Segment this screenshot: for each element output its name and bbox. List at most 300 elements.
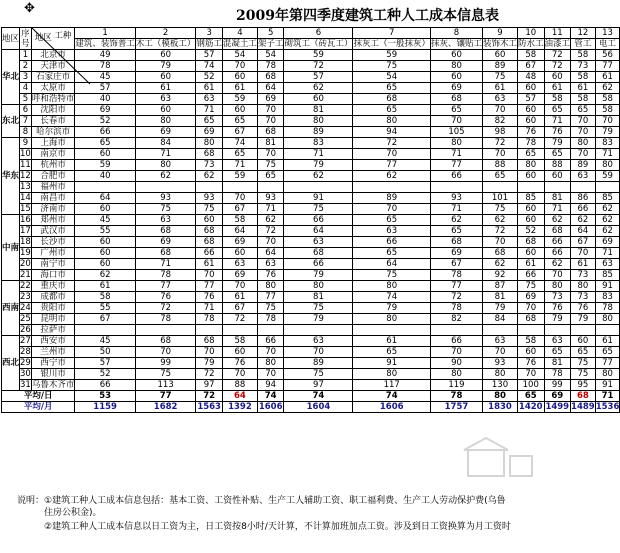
wage-cell: 80: [284, 281, 353, 292]
wage-cell: 52: [196, 72, 223, 83]
avg-month-row-value: 1420: [518, 402, 543, 412]
wage-cell: 70: [257, 347, 284, 358]
wage-cell: [135, 325, 196, 336]
city-name: 杭州市: [31, 160, 75, 171]
row-number: 23: [20, 292, 31, 302]
wage-cell: 62: [482, 215, 517, 226]
wage-cell: 78: [135, 314, 196, 325]
wage-cell: 75: [257, 160, 284, 171]
wage-cell: 76: [222, 358, 257, 369]
header-trade-row: [2, 39, 620, 50]
row-number: 19: [20, 248, 31, 258]
wage-cell: 61: [75, 281, 136, 292]
wage-cell: 90: [430, 358, 482, 369]
wage-cell: 85: [595, 193, 620, 204]
wage-cell: 70: [571, 116, 596, 127]
table-row: [2, 105, 620, 116]
wage-cell: 69: [135, 127, 196, 138]
wage-cell: 80: [353, 369, 431, 380]
wage-cell: [222, 325, 257, 336]
wage-cell: 61: [571, 83, 596, 94]
wage-cell: 63: [571, 171, 596, 182]
wage-cell: 61: [544, 83, 571, 94]
wage-cell: [257, 182, 284, 193]
row-number: 31: [20, 380, 31, 390]
wage-cell: 74: [196, 61, 223, 72]
wage-cell: 58: [595, 105, 620, 116]
wage-cell: [196, 325, 223, 336]
wage-cell: 68: [430, 237, 482, 248]
wage-cell: 58: [571, 50, 596, 61]
wage-cell: 68: [196, 336, 223, 347]
wage-cell: 64: [75, 193, 136, 204]
wage-cell: 79: [284, 160, 353, 171]
wage-cell: 70: [571, 248, 596, 259]
wage-cell: 60: [75, 259, 136, 270]
wage-cell: 70: [430, 116, 482, 127]
wage-cell: 63: [135, 94, 196, 105]
row-number: 6: [20, 105, 32, 116]
wage-cell: 69: [257, 94, 284, 105]
wage-cell: 70: [571, 127, 596, 138]
wage-cell: 92: [482, 270, 517, 281]
wage-cell: 85: [518, 193, 545, 204]
wage-cell: 70: [196, 270, 223, 281]
table-move-cross-icon[interactable]: ✥: [24, 1, 35, 16]
wage-cell: 58: [518, 336, 545, 347]
avg-day-row-value: 74: [257, 391, 284, 402]
wage-cell: 117: [353, 380, 431, 391]
wage-cell: 66: [284, 259, 353, 270]
wage-cell: 71: [430, 204, 482, 215]
row-number: 24: [20, 303, 31, 313]
wage-cell: 80: [135, 116, 196, 127]
wage-cell: 57: [75, 83, 136, 94]
wage-cell: 62: [544, 215, 571, 226]
wage-cell: 94: [353, 127, 431, 138]
wage-cell: 79: [284, 314, 353, 325]
wage-cell: 55: [75, 303, 136, 314]
wage-cell: 76: [518, 358, 545, 369]
header-number-7: 7: [353, 28, 431, 39]
wage-cell: 75: [482, 72, 517, 83]
wage-cell: 78: [196, 314, 223, 325]
table-row: [2, 83, 620, 94]
wage-cell: 62: [595, 226, 620, 237]
wage-cell: 63: [257, 259, 284, 270]
wage-cell: 82: [430, 314, 482, 325]
wage-cell: 65: [196, 116, 223, 127]
wage-cell: 88: [544, 160, 571, 171]
wage-cell: 69: [75, 105, 136, 116]
wage-cell: 81: [544, 358, 571, 369]
note-line-1: 说明：①建筑工种人工成本信息包括：基本工资、工资性补贴、生产工人辅助工资、职工福利费、生产工人劳动保护费(乌鲁: [17, 496, 506, 506]
avg-month-row-value: 1604: [284, 402, 353, 413]
wage-cell: 70: [482, 105, 517, 116]
wage-cell: 52: [75, 369, 136, 380]
wage-cell: 70: [222, 193, 257, 204]
wage-cell: 81: [284, 292, 353, 303]
wage-cell: 73: [571, 61, 596, 72]
wage-cell: 75: [135, 369, 196, 380]
wage-cell: 59: [222, 171, 257, 182]
wage-cell: 61: [196, 83, 223, 94]
wage-cell: 57: [284, 72, 353, 83]
row-number: 18: [20, 237, 31, 247]
avg-day-row-value: 77: [135, 391, 196, 402]
row-number: 3: [20, 72, 32, 83]
wage-cell: 65: [430, 105, 482, 116]
wage-cell: 69: [196, 127, 223, 138]
wage-cell: 70: [257, 369, 284, 380]
wage-cell: 99: [135, 358, 196, 369]
wage-cell: 62: [544, 259, 571, 270]
wage-cell: 72: [257, 226, 284, 237]
wage-cell: 69: [595, 237, 620, 248]
wage-cell: 80: [196, 138, 223, 149]
wage-cell: 91: [595, 281, 620, 292]
wage-cell: 64: [257, 248, 284, 259]
wage-cell: 80: [518, 160, 545, 171]
avg-day-row-value: 71: [595, 391, 620, 402]
wage-cell: 83: [595, 292, 620, 303]
wage-cell: [544, 325, 571, 336]
wage-cell: 57: [196, 50, 223, 61]
wage-cell: 79: [284, 270, 353, 281]
wage-cell: 65: [222, 149, 257, 160]
wage-cell: 70: [257, 116, 284, 127]
wage-cell: 70: [482, 237, 517, 248]
city-name: 北京市: [31, 50, 75, 61]
wage-cell: 76: [257, 270, 284, 281]
header-number-1: 1: [75, 28, 136, 39]
city-name: 贵阳市: [31, 303, 75, 314]
wage-cell: 58: [222, 215, 257, 226]
wage-cell: 119: [430, 380, 482, 391]
wage-cell: 93: [482, 358, 517, 369]
wage-cell: 80: [257, 281, 284, 292]
wage-cell: 54: [353, 72, 431, 83]
wage-cell: 71: [430, 149, 482, 160]
row-number: 20: [20, 259, 31, 269]
wage-cell: 62: [482, 259, 517, 270]
wage-cell: 63: [135, 215, 196, 226]
row-number: 26: [20, 325, 31, 335]
wage-cell: 62: [284, 171, 353, 182]
table-row: [2, 160, 620, 171]
header-diagonal-cell: [31, 28, 75, 50]
header-number-9: 9: [482, 28, 517, 39]
wage-cell: 68: [544, 226, 571, 237]
wage-cell: 83: [595, 138, 620, 149]
avg-month-row-value: 1606: [353, 402, 431, 413]
wage-cell: 81: [482, 292, 517, 303]
row-number: 21: [20, 270, 31, 280]
table-row: [2, 380, 620, 391]
wage-cell: 63: [284, 237, 353, 248]
wage-cell: 87: [482, 281, 517, 292]
header-trade-9: 装饰木工: [482, 39, 517, 49]
city-name: 拉萨市: [31, 325, 75, 336]
wage-cell: 80: [353, 314, 431, 325]
wage-cell: 58: [75, 292, 136, 303]
header-trade-6: 砌筑工（砖瓦工）: [284, 39, 353, 49]
wage-cell: 45: [75, 72, 136, 83]
wage-cell: 60: [75, 149, 136, 160]
wage-cell: 68: [135, 248, 196, 259]
wage-cell: 60: [430, 50, 482, 61]
note-line-2: 住房公积金)。: [44, 508, 102, 518]
wage-cell: 81: [257, 138, 284, 149]
wage-cell: 80: [353, 281, 431, 292]
wage-cell: 49: [75, 50, 136, 61]
wage-cell: 93: [257, 193, 284, 204]
note-line-3: ②建筑工种人工成本信息以日工资为主，日工资按8小时/天计算，不计算加班加点工资。涉及到日工资换算为月工资时: [44, 522, 511, 532]
wage-cell: 80: [257, 358, 284, 369]
table-row: [2, 303, 620, 314]
wage-cell: 73: [571, 292, 596, 303]
avg-day-row-value: 74: [353, 391, 431, 402]
wage-cell: 77: [135, 281, 196, 292]
table-row: [2, 61, 620, 72]
row-number: 29: [20, 358, 31, 368]
wage-cell: 70: [222, 369, 257, 380]
wage-cell: 67: [222, 204, 257, 215]
wage-cell: 75: [518, 281, 545, 292]
wage-cell: 60: [222, 347, 257, 358]
wage-cell: 60: [518, 248, 545, 259]
wage-cell: 70: [353, 204, 431, 215]
city-name: 南京市: [31, 149, 75, 160]
wage-cell: 64: [353, 259, 431, 270]
wage-cell: 63: [482, 336, 517, 347]
wage-cell: 62: [135, 171, 196, 182]
wage-cell: 89: [284, 127, 353, 138]
wage-cell: 93: [196, 193, 223, 204]
avg-month-row-value: 1830: [482, 402, 517, 413]
wage-cell: 65: [544, 149, 571, 160]
table-row: [2, 50, 620, 61]
wage-cell: 63: [284, 336, 353, 347]
wage-cell: 64: [284, 226, 353, 237]
wage-cell: 60: [518, 105, 545, 116]
wage-cell: 70: [482, 347, 517, 358]
wage-cell: 70: [518, 369, 545, 380]
city-name: 兰州市: [31, 347, 75, 358]
row-number: 9: [20, 138, 32, 149]
wage-cell: 62: [353, 171, 431, 182]
wage-cell: 75: [571, 358, 596, 369]
row-number: 22: [20, 281, 31, 291]
wage-cell: 79: [595, 127, 620, 138]
wage-cell: 50: [75, 347, 136, 358]
table-row: [2, 94, 620, 105]
wage-cell: 66: [284, 215, 353, 226]
wage-cell: 73: [571, 270, 596, 281]
wage-cell: 70: [482, 149, 517, 160]
wage-cell: [518, 325, 545, 336]
region-label: 中南: [2, 215, 20, 281]
avg-day-row-value: 72: [196, 391, 223, 402]
city-name: 乌鲁木齐市: [31, 380, 75, 390]
table-row: [2, 248, 620, 259]
wage-cell: 81: [544, 193, 571, 204]
city-name: 哈尔滨市: [31, 127, 75, 138]
wage-cell: [595, 182, 620, 193]
wage-cell: 79: [482, 303, 517, 314]
region-label: 东北: [2, 105, 20, 138]
wage-cell: 60: [482, 50, 517, 61]
header-number-11: 11: [544, 28, 571, 39]
wage-cell: [430, 325, 482, 336]
wage-cell: 93: [430, 193, 482, 204]
wage-cell: 75: [353, 270, 431, 281]
wage-cell: 60: [518, 171, 545, 182]
wage-cell: 75: [196, 204, 223, 215]
wage-cell: 81: [284, 105, 353, 116]
wage-cell: [430, 182, 482, 193]
wage-cell: 86: [571, 193, 596, 204]
wage-cell: 78: [135, 270, 196, 281]
wage-cell: 61: [222, 83, 257, 94]
avg-month-row-value: 1757: [430, 402, 482, 413]
wage-cell: 63: [222, 259, 257, 270]
city-name: 广州市: [31, 248, 75, 259]
wage-cell: 101: [482, 193, 517, 204]
wage-cell: 58: [222, 336, 257, 347]
wage-cell: [482, 182, 517, 193]
row-number: 15: [20, 204, 31, 214]
wage-cell: 88: [222, 380, 257, 391]
wage-cell: [257, 325, 284, 336]
wage-cell: 66: [544, 248, 571, 259]
wage-cell: 68: [196, 237, 223, 248]
table-row: [2, 292, 620, 303]
avg-day-row-value: 80: [482, 391, 517, 402]
wage-cell: [284, 182, 353, 193]
wage-cell: 66: [544, 237, 571, 248]
wage-cell: 80: [571, 281, 596, 292]
wage-cell: 80: [430, 138, 482, 149]
header-trade-8: 抹灰、镶贴工: [430, 39, 482, 49]
header-trade-11: 油漆工: [544, 39, 571, 49]
city-name: 天津市: [31, 61, 75, 72]
row-number: 14: [20, 193, 31, 203]
wage-cell: 64: [571, 226, 596, 237]
wage-cell: [595, 325, 620, 336]
wage-cell: 60: [222, 72, 257, 83]
wage-cell: 76: [544, 303, 571, 314]
wage-cell: 68: [430, 94, 482, 105]
table-row: [2, 204, 620, 215]
wage-cell: 60: [518, 116, 545, 127]
wage-cell: 67: [571, 237, 596, 248]
table-row: [2, 358, 620, 369]
avg-month-row-label: 平均/月: [2, 402, 75, 413]
wage-cell: 65: [544, 105, 571, 116]
wage-cell: 78: [595, 303, 620, 314]
header-number-row: [2, 28, 620, 39]
wage-cell: 73: [196, 160, 223, 171]
wage-cell: 93: [135, 193, 196, 204]
cost-table: [1, 27, 620, 413]
city-name: 济南市: [31, 204, 75, 215]
wage-cell: 72: [135, 303, 196, 314]
wage-cell: 79: [196, 358, 223, 369]
wage-cell: 88: [482, 160, 517, 171]
wage-cell: 60: [430, 72, 482, 83]
wage-cell: 58: [571, 72, 596, 83]
wage-cell: 78: [257, 314, 284, 325]
city-name: 西安市: [31, 336, 75, 347]
wage-cell: 61: [135, 83, 196, 94]
wage-cell: 80: [595, 314, 620, 325]
wage-cell: 80: [430, 369, 482, 380]
header-area-label: 地区: [34, 33, 52, 43]
row-number: 4: [20, 83, 32, 94]
wage-cell: 80: [544, 281, 571, 292]
wage-cell: 45: [75, 215, 136, 226]
page-title: 2009年第四季度建筑工种人工成本信息表: [236, 8, 499, 24]
city-name: 郑州市: [31, 215, 75, 226]
header-number-13: 13: [595, 28, 620, 39]
row-number: 1: [20, 50, 32, 61]
wage-cell: 62: [257, 215, 284, 226]
wage-cell: 71: [135, 149, 196, 160]
wage-cell: 70: [571, 149, 596, 160]
wage-cell: 52: [518, 226, 545, 237]
avg-day-row: [2, 391, 620, 402]
avg-day-row-value: 65: [518, 391, 545, 402]
wage-cell: 75: [482, 204, 517, 215]
wage-cell: 57: [518, 94, 545, 105]
city-name: 武汉市: [31, 226, 75, 237]
wage-cell: 75: [284, 204, 353, 215]
table-row: [2, 259, 620, 270]
wage-cell: 60: [518, 347, 545, 358]
table-row: [2, 325, 620, 336]
wage-cell: 62: [595, 83, 620, 94]
wage-cell: 66: [430, 171, 482, 182]
wage-cell: 60: [135, 72, 196, 83]
wage-cell: 54: [222, 50, 257, 61]
header-number-12: 12: [571, 28, 596, 39]
wage-cell: 77: [353, 160, 431, 171]
header-trade-13: 电工: [595, 39, 620, 50]
header-trade-5: 架子工: [257, 39, 284, 49]
wage-cell: 70: [257, 105, 284, 116]
wage-cell: 63: [482, 94, 517, 105]
wage-cell: 61: [571, 259, 596, 270]
wage-cell: [353, 182, 431, 193]
wage-cell: 72: [196, 369, 223, 380]
header-number-4: 4: [222, 28, 257, 39]
row-number: 10: [20, 149, 31, 159]
wage-cell: 77: [430, 281, 482, 292]
region-label: 华东: [2, 138, 20, 215]
row-number: 2: [20, 61, 32, 72]
wage-cell: 76: [196, 292, 223, 303]
wage-cell: 84: [482, 314, 517, 325]
wage-cell: 60: [518, 83, 545, 94]
wage-cell: 70: [430, 347, 482, 358]
wage-cell: 71: [135, 259, 196, 270]
wage-cell: 70: [222, 61, 257, 72]
wage-cell: 76: [544, 127, 571, 138]
wage-cell: 61: [595, 72, 620, 83]
wage-cell: 72: [482, 138, 517, 149]
wage-cell: 74: [353, 292, 431, 303]
